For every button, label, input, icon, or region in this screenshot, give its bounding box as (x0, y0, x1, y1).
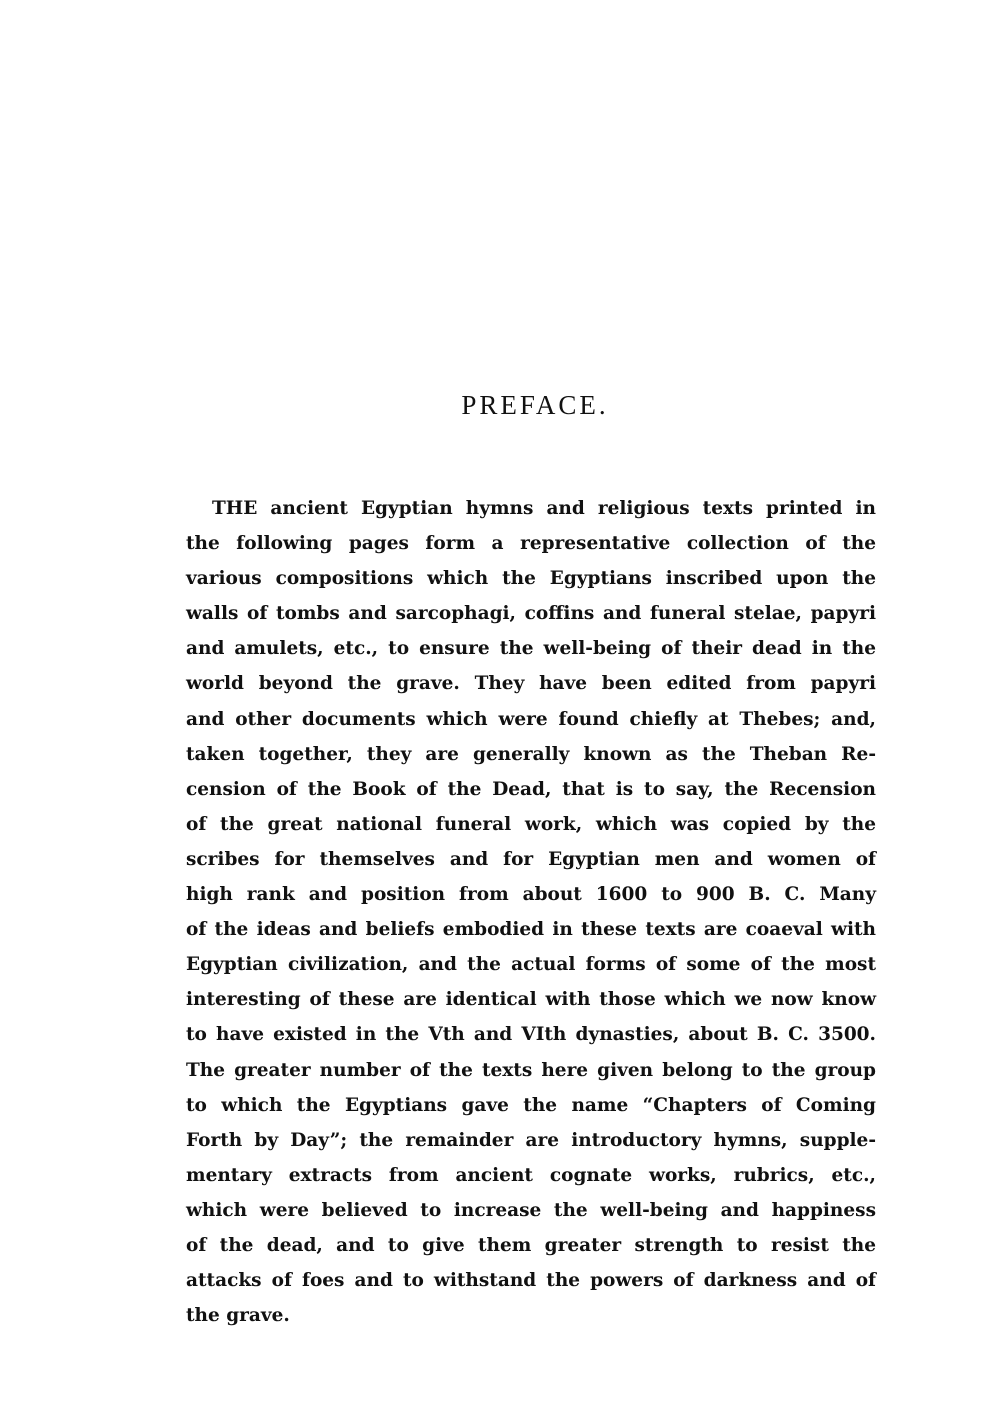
text-line: attacks of foes and to withstand the powers of darkness and of (186, 1270, 876, 1292)
text-line: to which the Egyptians gave the name “Chapters of Coming (186, 1094, 876, 1116)
text-line: of the ideas and beliefs embodied in these texts are coaeval with (186, 919, 876, 941)
text-line: high rank and position from about 1600 to 900 B. C. Many (186, 884, 876, 906)
text-line: taken together, they are generally known as the Theban Re- (186, 743, 876, 765)
text-line: mentary extracts from ancient cognate works, rubrics, etc., (186, 1164, 876, 1186)
text-line: Forth by Day”; the remainder are introductory hymns, supple- (186, 1129, 876, 1151)
text-line: interesting of these are identical with those which we now know (186, 989, 876, 1011)
page-title: PREFACE. (461, 390, 609, 420)
text-line: THE ancient Egyptian hymns and religious texts printed in (212, 498, 876, 519)
text-line: of the dead, and to give them greater strength to resist the (186, 1234, 876, 1256)
text-line: to have existed in the Vth and VIth dynasties, about B. C. 3500. (186, 1024, 876, 1046)
text-line: various compositions which the Egyptians inscribed upon the (186, 568, 876, 590)
text-line: cension of the Book of the Dead, that is to say, the Recension (186, 778, 876, 800)
text-line: world beyond the grave. They have been edited from papyri (186, 673, 876, 695)
text-line: walls of tombs and sarcophagi, coffins and funeral stelae, papyri (186, 603, 876, 625)
text-line: The greater number of the texts here given belong to the group (186, 1059, 876, 1081)
text-line: which were believed to increase the well-being and happiness (186, 1199, 876, 1221)
text-line: the following pages form a representative collection of the (186, 533, 876, 555)
text-line: and amulets, etc., to ensure the well-being of their dead in the (186, 638, 876, 660)
preface-paragraph (186, 491, 876, 1333)
text-line: Egyptian civilization, and the actual forms of some of the most (186, 954, 876, 976)
text-line: of the great national funeral work, which was copied by the (186, 813, 876, 835)
text-line: scribes for themselves and for Egyptian men and women of (186, 848, 876, 870)
text-line: the grave. (186, 1305, 290, 1327)
text-line: and other documents which were found chiefly at Thebes; and, (186, 708, 876, 730)
